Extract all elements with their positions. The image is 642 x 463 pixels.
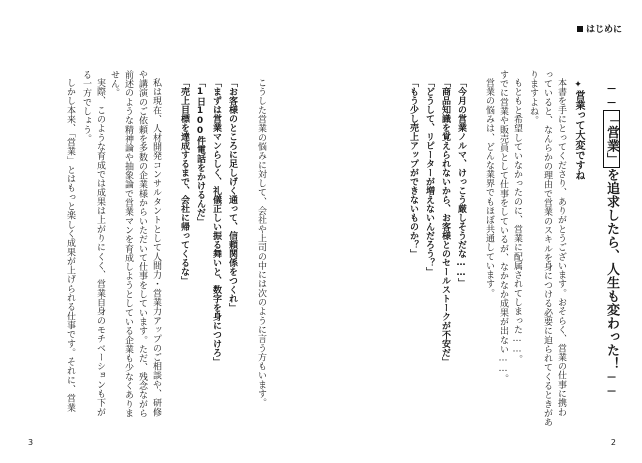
sparkle-icon: ✦: [573, 80, 583, 90]
quote-line: 「商品知識を覚えられないから、お客様とのセールストークが不安だ」: [440, 78, 450, 366]
square-bullet-icon: [577, 26, 583, 32]
body-column: りますよね。: [528, 70, 538, 125]
heading-boxed-word: 「営業」: [604, 112, 619, 166]
body-column: すでに営業や販売員として仕事をしているが、なかなか成果が出ない……。: [498, 70, 508, 384]
page-number: 3: [28, 438, 34, 447]
body-column: 本書を手にとってくださり、ありがとうございます。おそらく、営業の仕事に携わ: [556, 78, 566, 417]
quote-line: 「まずは営業マンらしく、礼儀正しい振る舞いと、数字を身につけろ」: [211, 78, 221, 366]
sub-heading: [572, 80, 584, 180]
heading-text: を追求したら、人生も変わった！: [604, 168, 619, 371]
body-column: もともと希望していなかったのに、営業に配属されてしまった……。: [512, 78, 522, 364]
chapter-label-text: はじめに: [585, 25, 622, 35]
quote-line: 「もう少し売上アップができないものか？」: [408, 78, 418, 258]
body-column: しかし本来、「営業」とはもっと楽しく成果が上げられる仕事です。それに、営業: [65, 78, 75, 413]
body-column: っていると、なんらかの理由で営業のスキルを身につける必要に迫られてくるときがあ: [542, 70, 552, 427]
body-column: 実際、このような育成では成果は上がりにくく、営業自身のモチベーションも下が: [95, 78, 105, 417]
sub-heading-text: 営業って大変ですね: [573, 90, 584, 180]
body-column: 営業の悩みは、どんな業界でもほぼ共通しています。: [484, 78, 494, 298]
chapter-label: [577, 22, 622, 35]
section-heading: [604, 82, 618, 399]
quote-line: 「売上目標を達成するまで、会社に帰ってくるな」: [179, 78, 189, 285]
right-page: [321, 0, 642, 463]
page-number: 2: [610, 438, 616, 447]
body-column: せん。: [109, 70, 119, 98]
body-column: や講演のご依頼を多数の企業様からいただいて仕事をしています。ただ、残念ながら: [137, 70, 147, 418]
quote-line: 「お客様のところに足しげく通って、信頼関係をつくれ」: [227, 78, 237, 312]
body-column: 前述のような精神論や抽象論で営業マンを育成しようとしている企業も少なくありま: [123, 70, 133, 418]
body-column: る一方でしょう。: [81, 70, 91, 144]
heading-dash-open: ──: [604, 82, 619, 110]
heading-dash-close: ──: [604, 370, 619, 399]
body-column: 私は現在、人材開発コンサルタントとして人間力・営業力アップのご相談や、研修: [151, 78, 161, 417]
quote-line: 「今月の営業ノルマ、けっこう厳しそうだな……」: [456, 78, 466, 287]
quote-line: 「どうして、リピーターが増えないんだろう？」: [424, 78, 434, 276]
intro-column: こうした営業の悩みに対して、会社や上司の中には次のように言う方もいます。: [256, 78, 266, 408]
quote-line: 「1日100件電話をかけるんだ」: [195, 78, 205, 226]
